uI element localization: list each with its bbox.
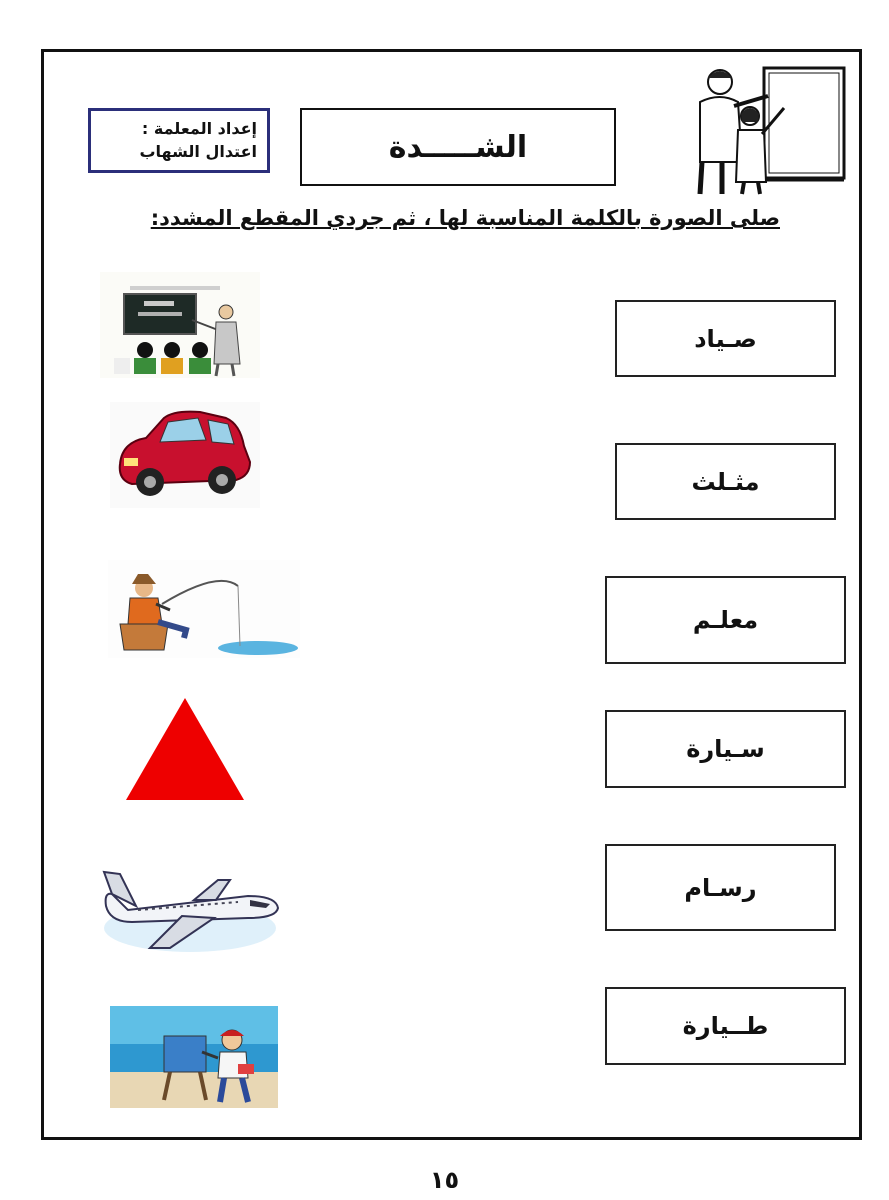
word-box-4[interactable]	[605, 710, 846, 788]
title-box	[300, 108, 616, 186]
page-title: الشـــــدة	[388, 129, 528, 165]
word-label: رسـام	[684, 873, 757, 902]
word-box-6[interactable]	[605, 987, 846, 1065]
teacher-board-illustration	[672, 62, 850, 196]
red-triangle-picture[interactable]	[122, 696, 248, 804]
author-name: اعتدال الشهاب	[139, 142, 257, 161]
word-label: مثـلث	[691, 467, 760, 496]
airplane-picture[interactable]	[98, 866, 282, 958]
word-box-1[interactable]	[615, 300, 836, 377]
author-label: إعداد المعلمة :	[141, 119, 257, 138]
fisherman-picture[interactable]	[108, 560, 300, 658]
instruction-text: صلى الصورة بالكلمة المناسبة لها ، ثم جردي المقطع المشدد:	[150, 206, 780, 230]
word-box-3[interactable]	[605, 576, 846, 664]
page-number: ١٥	[429, 1166, 460, 1194]
red-car-picture[interactable]	[110, 402, 260, 508]
author-box	[88, 108, 270, 173]
teacher-classroom-picture[interactable]	[100, 272, 260, 378]
word-label: سـيارة	[686, 735, 765, 763]
word-box-2[interactable]	[615, 443, 836, 520]
word-label: طــيارة	[682, 1012, 769, 1040]
word-label: معلـم	[692, 606, 759, 634]
word-label: صـياد	[694, 324, 757, 353]
painter-picture[interactable]	[110, 1006, 278, 1108]
word-box-5[interactable]	[605, 844, 836, 931]
